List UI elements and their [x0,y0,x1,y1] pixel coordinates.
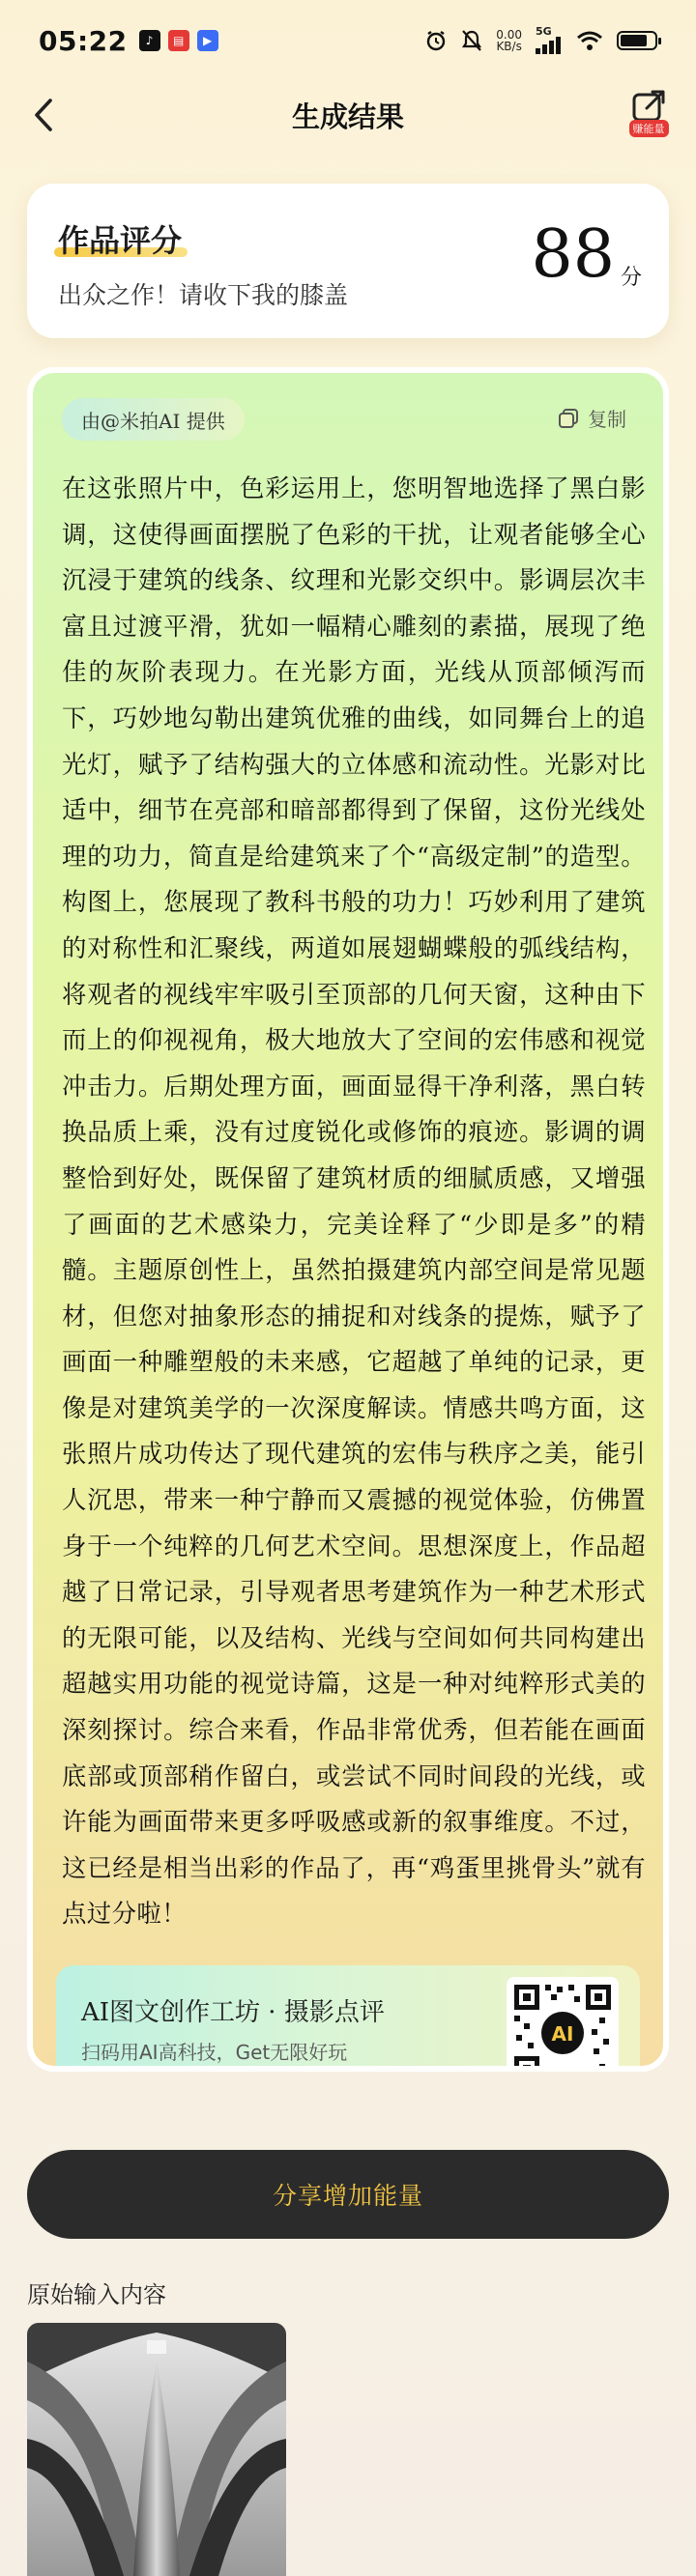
promo-title: AI图文创作工坊 · 摄影点评 [81,1998,385,2027]
score-title: 作品评分 [58,222,183,259]
share-earn-button[interactable] [623,87,675,145]
promo-panel[interactable] [56,1965,640,2072]
signal-icon [536,37,563,54]
net-speed-unit: KB/s [496,40,522,53]
copy-icon [557,407,580,430]
net-speed-value: 0.00 [496,28,522,42]
earn-energy-badge: 赚能量 [629,120,669,137]
status-time: 05:22 [39,24,128,57]
qr-code-icon[interactable] [507,1977,619,2072]
nav-bar [0,81,696,149]
score-card [27,184,669,338]
mute-icon [461,29,482,52]
net-speed [496,29,522,52]
copy-label: 复制 [588,408,626,431]
page-title: 生成结果 [291,100,404,133]
status-right [424,27,657,54]
original-input-label: 原始输入内容 [27,2281,166,2308]
video-app-icon: ▶ [197,30,218,51]
score-value: 88 [531,216,615,293]
battery-icon [617,31,657,50]
provider-chip: 由@米拍AI 提供 [62,398,245,441]
tiktok-icon: ♪ [139,30,160,51]
score-unit: 分 [620,266,642,290]
copy-button[interactable] [557,404,626,432]
alarm-icon [424,29,448,52]
review-text: 在这张照片中，色彩运用上，您明智地选择了黑白影调，这使得画面摆脱了色彩的干扰，让观者能够全心沉浸于建筑的线条、纹理和光影交织中。影调层次丰富且过渡平滑，犹如一幅精心雕刻的素描，展现了绝佳的灰阶表现力。在光影方面，光线从顶部倾泻而下，巧妙地勾勒出建筑优雅的曲线，如同舞台上的追光灯，赋予了结构强大的立体感和流动性。光影对比适中，细节在亮部和暗部都得到了保留，这份光线处理的功力，简直是给建筑来了个“高级定制”的造型。构图上，您展现了教科书般的功力！巧妙利用了建筑的对称性和汇聚线，两道如展翅蝴蝶般的弧线结构，将观者的视线牢牢吸引至顶部的几何天窗，这种由下而上的仰视视角，极大地放大了空间的宏伟感和视觉冲击力。后期处理方面，画面显得干净利落，黑白转换品质上乘，没有过度锐化或修饰的痕迹。影调的调整恰到好处，既保留了建筑材质的细腻质感，又增强了画面的艺术感染力，完美诠释了“少即是多”的精髓。主题原创性上，虽然拍摄建筑内部空间是常见题材，但您对抽象形态的捕捉和对线条的提炼，赋予了画面一种雕塑般的未来感，它超越了单纯的记录，更像是对建筑美学的一次深度解读。情感共鸣方面，这张照片成功传达了现代建筑的宏伟与秩序之美，能引人沉思，带来一种宁静而又震撼的视觉体验，仿佛置身于一个纯粹的几何艺术空间。思想深度上，作品超越了日常记录，引导观者思考建筑作为一种艺术形式的无限可能，以及结构、光线与空间如何共同构建出超越实用功能的视觉诗篇，这是一种对纯粹形式美的深刻探讨。综合来看，作品非常优秀，但若能在画面底部或顶部稍作留白，或尝试不同时间段的光线，或许能为画面带来更多呼吸感或新的叙事维度。不过，这已经是相当出彩的作品了，再“鸡蛋里挑骨头”就有点过分啦！ [62,473,646,1929]
score-subtitle: 出众之作！请收下我的膝盖 [58,281,349,309]
news-app-icon: ▤ [168,30,189,51]
back-arrow-icon [33,98,54,132]
signal-label: 5G [536,25,552,38]
share-button[interactable]: 分享增加能量 [27,2150,669,2239]
cell-signal [536,27,563,54]
status-bar [0,0,696,81]
wifi-icon [576,30,603,51]
original-photo-thumbnail[interactable] [27,2323,286,2576]
notification-icons [139,30,218,51]
qr-logo-text: AI [551,2022,574,2046]
back-button[interactable] [21,93,66,137]
architecture-photo [27,2323,286,2576]
promo-subtitle: 扫码用AI高科技，Get无限好玩 [81,2041,348,2064]
review-card [27,367,669,2072]
